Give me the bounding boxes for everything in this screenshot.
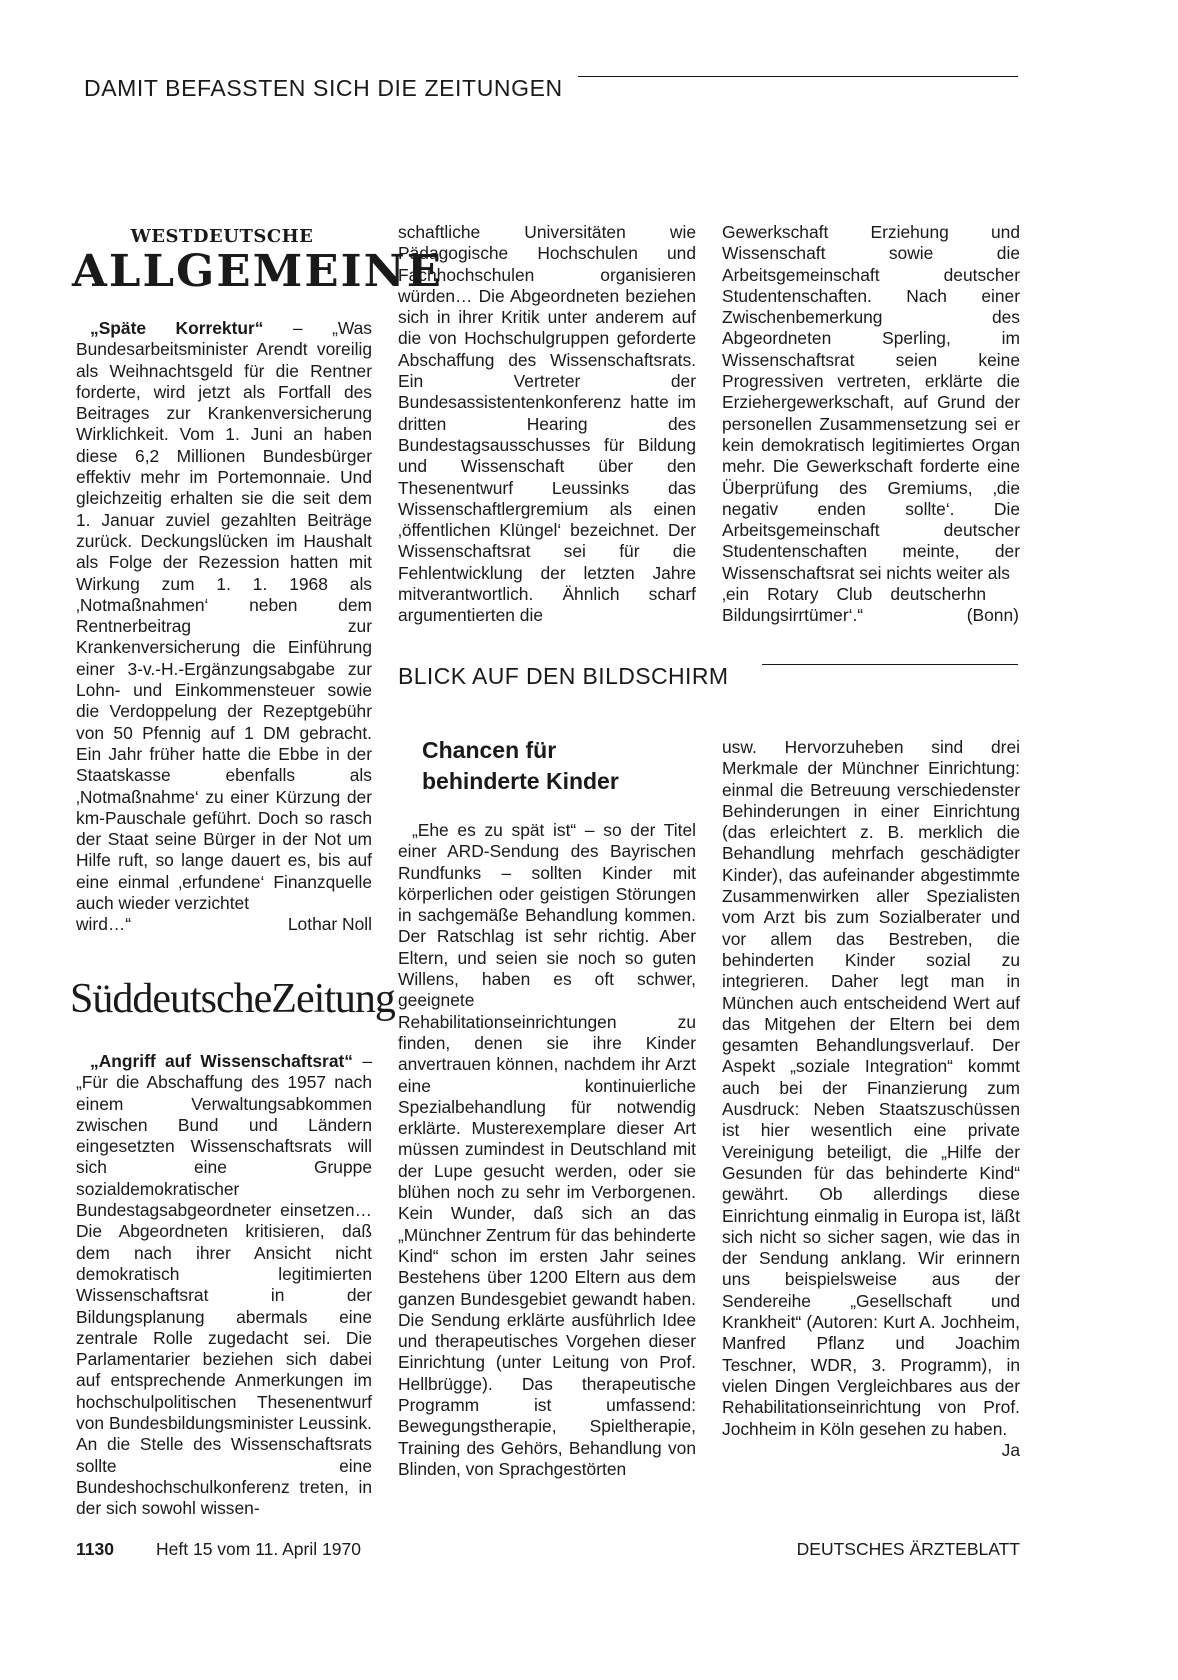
waz-article-author: Lothar Noll <box>287 914 372 935</box>
sz-article-col1 <box>76 1051 372 1520</box>
tv-headline <box>422 735 619 797</box>
tv-article-col2 <box>722 737 1020 1461</box>
waz-logo-main: ALLGEMEINE <box>72 246 443 297</box>
issue-info: Heft 15 vom 11. April 1970 <box>156 1539 361 1559</box>
waz-logo <box>72 226 443 297</box>
sz-article-col2 <box>398 222 696 627</box>
sz-article-end: ‚ein Rotary Club deutscher Bildungsirrtümer‘.“ <box>722 584 967 626</box>
sz-article-col3-text: Gewerkschaft Erziehung und Wissenschaft sowie die Arbeitsgemeinschaft deutscher Studentenschaften. Nach einer Zwischenbemerkung des Abgeordneten Sperling, im Wissenschaftsrat seien keine Progressiven vertreten, erklärte die Erziehergewerkschaft, auf Grund der personellen Zusammensetzung sei er kein demokratisch legitimiertes Organ mehr. Die Gewerkschaft forderte eine Überprüfung des Gremiums, ‚die negativ enden sollte‘. Die Arbeitsgemeinschaft deutscher Studentenschaften meinte, der Wissenschaftsrat sei nichts weiter als <box>722 222 1020 583</box>
waz-article-lead: „Späte Korrektur“ <box>90 318 264 338</box>
waz-article-end: wird…“ <box>76 914 132 935</box>
tv-headline-line-1: Chancen für <box>422 737 557 763</box>
sz-logo: SüddeutscheZeitung <box>70 976 395 1022</box>
tv-section-title: BLICK AUF DEN BILDSCHIRM <box>398 663 729 689</box>
waz-article <box>76 318 372 936</box>
waz-article-signature <box>76 914 372 935</box>
sz-article-col2-text: schaftliche Universitäten wie Pädagogische Hochschulen und Fachhochschulen organisieren würden… Die Abgeordneten beziehen sich in ihrer Kritik unter anderem auf die von Hochschulgruppen geforderte Abschaffung des Wissenschaftsrats. Ein Vertreter der Bundesassistentenkonferenz hatte im dritten Hearing des Bundestagsausschusses für Bildung und Wissenschaft über den Thesenentwurf Leussinks das Wissenschaftlergremium als einen ‚öffentlichen Klüngel‘ bezeichnet. Der Wissenschaftsrat sei für die Fehlentwicklung der letzten Jahre mitverantwortlich. Ähnlich scharf argumentierten die <box>398 222 696 626</box>
page-number: 1130 <box>76 1539 114 1559</box>
page-section-title: DAMIT BEFASSTEN SICH DIE ZEITUNGEN <box>84 75 563 101</box>
waz-article-body: – „Was Bundesarbeitsminister Arendt voreilig als Weihnachtsgeld für die Rentner forderte, wird jetzt als Fortfall des Beitrages zur Krankenversicherung Wirklichkeit. Vom 1. Juni an haben diese 6,2 Millionen Bundesbürger effektiv mehr im Portemonnaie. Und gleichzeitig erhalten sie die seit dem 1. Januar zuviel gezahlten Beiträge zurück. Deckungslücken im Haushalt als Folge der Rezession hatten mit Wirkung zum 1. 1. 1968 als ‚Notmaßnahmen‘ neben dem Rentnerbeitrag zur Krankenversicherung die Einführung einer 3-v.-H.-Ergänzungsabgabe zur Lohn- und Einkommensteuer sowie die Verdoppelung der Rezeptgebühr von 50 Pfennig auf 1 DM gebracht. Ein Jahr früher hatte die Ebbe in der Staatskasse ebenfalls als ‚Notmaßnahme‘ zu einer Kürzung der km-Pauschale geführt. Doch so rasch der Staat seine Bürger in der Not um Hilfe ruft, so lange dauert es, bis auf eine einmal ‚erfundene‘ Finanzquelle auch wieder verzichtet <box>76 318 373 914</box>
sz-article-col3 <box>722 222 1020 627</box>
tv-article-author: Ja <box>1001 1439 1020 1460</box>
header-rule <box>578 76 1018 77</box>
sz-article-signature <box>722 584 1020 627</box>
sz-article-col1-text: – „Für die Abschaffung des 1957 nach einem Verwaltungsabkommen zwischen Bund und Ländern eingesetzten Wissenschaftsrats will sich eine Gruppe sozialdemokratischer Bundestagsabgeordneter einsetzen… Die Abgeordneten kritisieren, daß dem nach ihrer Ansicht nicht demokratisch legitimierten Wissenschaftsrat in der Bildungsplanung abermals eine zentrale Rolle zugedacht sei. Die Parlamentarier beziehen sich dabei auf entsprechende Anmerkungen im hochschulpolitischen Thesenentwurf von Bundesbildungsminister Leussink. An die Stelle des Wissenschaftsrats sollte eine Bundeshochschulkonferenz treten, in der sich sowohl wissen- <box>76 1051 372 1519</box>
tv-section-rule <box>762 664 1018 665</box>
journal-name: DEUTSCHES ÄRZTEBLATT <box>796 1539 1020 1559</box>
tv-headline-line-2: behinderte Kinder <box>422 768 619 794</box>
tv-article-col2-text: usw. Hervorzuheben sind drei Merkmale der Münchner Einrichtung: einmal die Betreuung verschiedenster Behinderungen in einer Einrichtung (das erleichtert z. B. merklich die Behandlung mehrfach geschädigter Kinder), das aufeinander abgestimmte Zusammenwirken aller Spezialisten vom Arzt bis zum Sozialberater und vor allem das Bestreben, die behinderten Kinder sozial zu integrieren. Daher legt man in München auch entscheidend Wert auf das Mitgehen der Eltern bei dem gesamten Behandlungsverlauf. Der Aspekt „soziale Integration“ kommt auch bei der Finanzierung zum Ausdruck: Neben Staatszuschüssen ist hier wesentlich eine private Vereinigung beteiligt, die „Hilfe der Gesunden für das behinderte Kind“ gewährt. Ob allerdings diese Einrichtung einmalig in Europa ist, läßt sich nicht so sicher sagen, wie das in der Sendung anklang. Wir erinnern uns beispielsweise aus der Sendereihe „Gesellschaft und Krankheit“ (Autoren: Kurt A. Jochheim, Manfred Pflanz und Joachim Teschner, WDR, 3. Programm), in vielen Dingen Vergleichbares aus der Rehabilitationseinrichtung von Prof. Jochheim in Köln gesehen zu haben. <box>722 737 1020 1439</box>
tv-article-col1 <box>398 820 696 1480</box>
waz-logo-top: WESTDEUTSCHE <box>130 226 314 247</box>
tv-article-col1-text: „Ehe es zu spät ist“ – so der Titel einer ARD-Sendung des Bayrischen Rundfunks – sollten Kinder mit körperlichen oder geistigen Störungen in sachgemäße Behandlung kommen. Der Ratschlag ist sehr richtig. Aber Eltern, und seien sie noch so guten Willens, haben es oft schwer, geeignete Rehabilitationseinrichtungen zu finden, denen sie ihre Kinder anvertrauen können, nachdem ihr Arzt eine kontinuierliche Spezialbehandlung für notwendig erklärte. Musterexemplare dieser Art müssen zumindest in Deutschland mit der Lupe gesucht werden, oder sie blühen noch zu sehr im Verborgenen. Kein Wunder, daß sich an das „Münchner Zentrum für das behinderte Kind“ schon im ersten Jahr seines Bestehens über 1200 Eltern aus dem ganzen Bundesgebiet gewandt haben. Die Sendung erklärte ausführlich Idee und therapeutisches Vorgehen dieser Einrichtung (unter Leitung von Prof. Hellbrügge). Das therapeutische Programm ist umfassend: Bewegungstherapie, Spieltherapie, Training des Gehörs, Behandlung von Blinden, von Sprachgestörten <box>398 820 696 1479</box>
sz-article-author: hn (Bonn) <box>966 584 1019 626</box>
sz-article-lead: „Angriff auf Wissenschaftsrat“ <box>90 1051 353 1071</box>
